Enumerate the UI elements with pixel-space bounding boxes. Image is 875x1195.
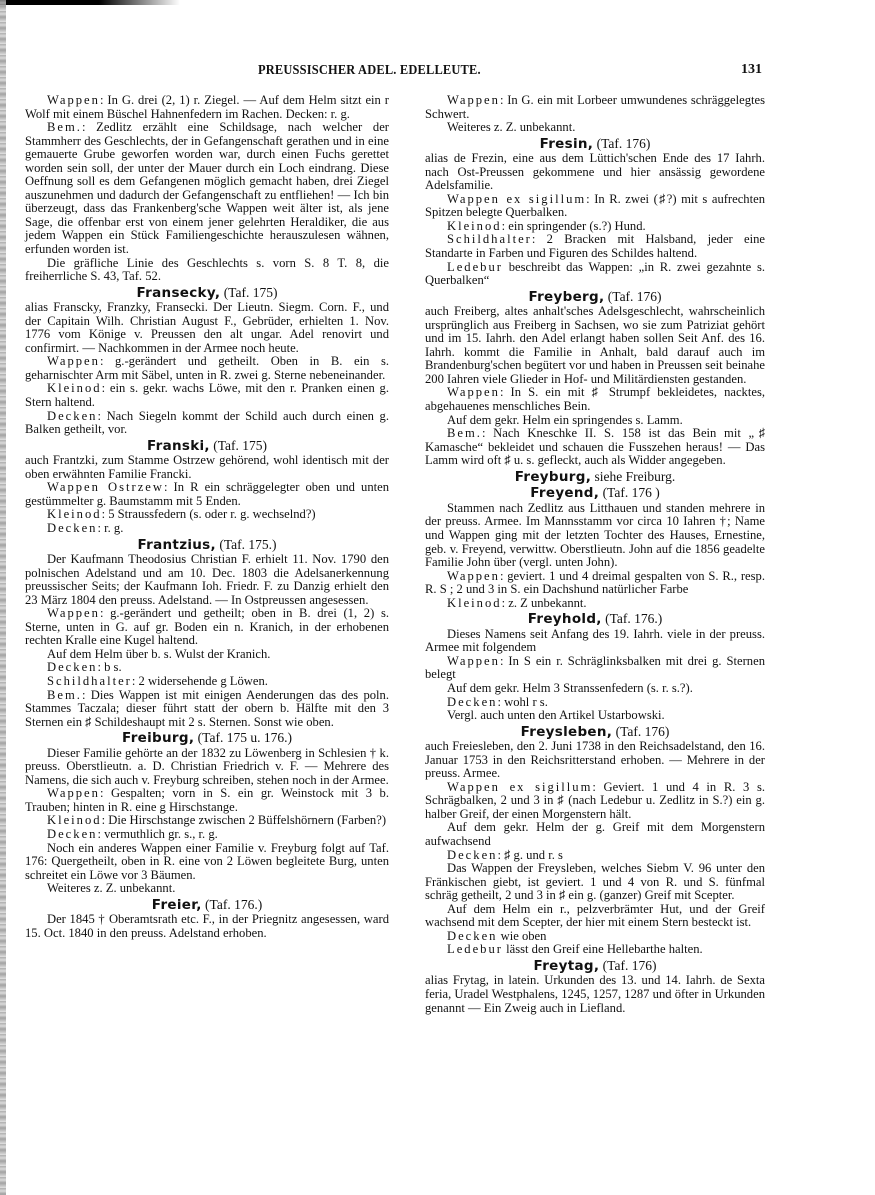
paragraph-text: alias de Frezin, eine aus dem Lüttich'schen Ende des 17 Iahrh. nach Ost-Preussen gekommene und hier ansässig gewordene Adelsfamilie. xyxy=(425,151,765,193)
page-header xyxy=(0,62,875,82)
entry-name: Freyberg, xyxy=(528,288,605,305)
paragraph xyxy=(25,675,389,689)
paragraph-text: Vergl. auch unten den Artikel Ustarbowski. xyxy=(447,708,665,723)
paragraph-text: : r. g. xyxy=(97,520,124,535)
paragraph-text: alias Franscky, Franzky, Fransecki. Der Lieutn. Siegm. Corn. F., und der Capitain Wilh. Christian August F., Gebrüder, erhielten 1. Nov. 1776 vom Könige v. Preussen den alt ungar. Adel renovirt und confirmirt. — Nachkommen in der Armee noch heute. xyxy=(25,300,389,355)
field-label: Wappen xyxy=(447,653,500,668)
entry-heading xyxy=(25,286,389,301)
entry-heading xyxy=(425,486,765,501)
paragraph-text: Der Kaufmann Theodosius Christian F. erhielt 11. Nov. 1790 den polnischen Adelstand und am 10. Dec. 1803 die Adelsanerkennung preussischer Seits; der Kaufmann Ioh. Friedr. F. zu Danzig erhielt den 23 März 1804 den preuss. Adelstand. — In Ostpreussen angesessen. xyxy=(25,552,389,607)
paragraph-text: auch Freiesleben, den 2. Juni 1738 in den Reichsadelstand, den 16. Januar 1753 in den Reichsritterstand erhoben. — Mehrere in der preuss. Armee. xyxy=(425,739,765,781)
paragraph xyxy=(25,121,389,256)
paragraph xyxy=(425,305,765,386)
field-label: Kleinod xyxy=(47,507,102,522)
paragraph-text: : In R. zwei (♯?) mit s aufrechten Spitzen belegte Querbalken. xyxy=(425,191,765,220)
paragraph xyxy=(25,257,389,284)
field-label: Decken xyxy=(447,928,498,943)
entry-name: Frantzius, xyxy=(137,536,216,553)
paragraph xyxy=(25,913,389,940)
paragraph xyxy=(425,682,765,696)
plate-reference: (Taf. 175) xyxy=(220,284,278,300)
field-label: Ledebur xyxy=(447,259,503,274)
paragraph xyxy=(425,414,765,428)
paragraph-text: : In G. drei (2, 1) r. Ziegel. — Auf dem Helm sitzt ein r Wolf mit einem Büschel Hahnenfedern im Rachen. Decken: r. g. xyxy=(25,93,389,121)
paragraph-text: Der 1845 † Oberamtsrath etc. F., in der Priegnitz angesessen, ward 15. Oct. 1840 in den preuss. Adelstand erhoben. xyxy=(25,912,389,940)
paragraph xyxy=(25,689,389,730)
paragraph xyxy=(25,508,389,522)
paragraph-text: Dieses Namens seit Anfang des 19. Iahrh. viele in der preuss. Armee mit folgendem xyxy=(425,626,765,655)
field-label: Bem. xyxy=(47,120,82,135)
paragraph-text: Noch ein anderes Wappen einer Familie v. Freyburg folgt auf Taf. 176: Quergetheilt, oben in R. eine von 2 Löwen begleitete Burg, unten schreitet ein Löwe vor 3 Bäumen. xyxy=(25,840,389,882)
paragraph xyxy=(25,94,389,121)
paragraph-text: Auf dem Helm ein r., pelzverbrämter Hut, und der Greif wachsend mit dem Scepter, der hier mit einem Stern besteckt ist. xyxy=(425,901,765,930)
paragraph-text: : 2 widersehende g Löwen. xyxy=(131,673,268,688)
paragraph xyxy=(425,821,765,848)
paragraph-text: : Gespalten; vorn in S. ein gr. Weinstock mit 3 b. Trauben; hinten in R. eine g Hirschstange. xyxy=(25,786,389,814)
paragraph-text: Weiteres z. Z. unbekannt. xyxy=(447,120,576,135)
paragraph xyxy=(25,522,389,536)
paragraph xyxy=(425,740,765,781)
entry-name: Fresin, xyxy=(539,135,594,152)
paragraph-text: : z. Z unbekannt. xyxy=(501,595,587,610)
paragraph xyxy=(25,481,389,508)
plate-reference: (Taf. 175) xyxy=(209,437,268,453)
field-label: Wappen ex sigillum xyxy=(447,779,593,794)
paragraph-text: Dieser Familie gehörte an der 1832 zu Löwenberg in Schlesien † k. preuss. Oberstlieutn. a. D. Christian Friedrich v. F. — Mehrere des Namens, die sich auch v. Freyburg schreiben, stehen noch in der Armee. xyxy=(25,745,389,787)
entry-name: Franski, xyxy=(146,437,210,454)
paragraph-text: auch Frantzki, zum Stamme Ostrzew gehörend, wohl identisch mit der oben erwähnten Familie Francki. xyxy=(25,453,389,481)
field-label: Bem. xyxy=(447,426,482,441)
field-label: Bem. xyxy=(47,687,82,702)
field-label: Decken xyxy=(47,826,98,841)
field-label: Decken xyxy=(47,520,98,535)
field-label: Decken xyxy=(47,408,98,423)
entry-heading xyxy=(25,731,389,746)
paragraph-text: Auf dem gekr. Helm ein springendes s. Lamm. xyxy=(447,412,683,427)
paragraph xyxy=(425,903,765,930)
entry-heading xyxy=(425,290,765,305)
plate-reference: (Taf. 176) xyxy=(604,288,662,304)
field-label: Wappen xyxy=(447,93,500,107)
plate-reference: siehe Freiburg. xyxy=(591,468,676,484)
paragraph-text: auch Freiberg, altes anhalt'sches Adelsgeschlecht, wahrscheinlich ursprünglich aus Freiberg in Sachsen, wo sie zum Patriziat gehört und im 15. Iahrh. den Adel erlangt haben sollen Seit Anf. des 16. Iahrh. kommt die Familie in Anhalt, bald darauf auch im Brandenburg'schen begütert vor und haben in Preussen seit beinahe 200 Iahren viele Glieder in Hof- und Militärdiensten gestanden. xyxy=(425,304,765,386)
right-column xyxy=(425,94,765,1015)
paragraph xyxy=(25,661,389,675)
entry-heading xyxy=(25,439,389,454)
plate-reference: (Taf. 176.) xyxy=(201,896,263,912)
paragraph-text: Auf dem gekr. Helm 3 Stranssenfedern (s. r. s.?). xyxy=(447,680,693,695)
paragraph xyxy=(425,94,765,121)
paragraph xyxy=(425,709,765,723)
paragraph xyxy=(25,355,389,382)
paragraph xyxy=(425,386,765,413)
paragraph-text: : ♯ g. und r. s xyxy=(497,847,563,862)
entry-name: Freyburg, xyxy=(514,468,592,485)
paragraph xyxy=(25,454,389,481)
paragraph xyxy=(425,655,765,682)
running-title: PREUSSISCHER ADEL. EDELLEUTE. xyxy=(258,62,481,77)
paragraph-text: Auf dem Helm über b. s. Wulst der Kranich. xyxy=(47,646,271,661)
field-label: Schildhalter xyxy=(447,232,532,247)
field-label: Wappen Ostrzew xyxy=(47,480,164,495)
paragraph xyxy=(25,787,389,814)
entry-heading xyxy=(425,137,765,152)
paragraph xyxy=(425,502,765,570)
paragraph-text: : In G. ein mit Lorbeer umwundenes schräggelegtes Schwert. xyxy=(425,93,765,121)
paragraph-text: beschreibt das Wappen: „in R. zwei gezahnte s. Querbalken“ xyxy=(425,259,765,288)
paragraph-text: : Die Hirschstange zwischen 2 Büffelshörnern (Farben?) xyxy=(101,813,387,828)
paragraph-text: Weiteres z. Z. unbekannt. xyxy=(47,881,176,896)
plate-reference: (Taf. 176) xyxy=(612,723,670,739)
paragraph xyxy=(425,628,765,655)
field-label: Wappen xyxy=(47,786,100,801)
paragraph-text: wie oben xyxy=(497,928,547,943)
field-label: Kleinod xyxy=(447,218,502,233)
entry-heading xyxy=(25,538,389,553)
entry-heading xyxy=(425,725,765,740)
paragraph-text: : In S ein r. Schräglinksbalken mit drei g. Sternen belegt xyxy=(425,653,765,682)
field-label: Wappen xyxy=(47,93,100,107)
paragraph xyxy=(425,570,765,597)
paragraph xyxy=(425,261,765,288)
paragraph xyxy=(25,410,389,437)
field-label: Schildhalter xyxy=(47,673,132,688)
paragraph-text: : g.-gerändert und getheilt. Oben in B. ein s. geharnischter Arm mit Säbel, unten in R. zwei g. Sterne nebeneinander. xyxy=(25,354,389,382)
paragraph-text: : g.-gerändert und getheilt; oben in B. drei (1, 2) s. Sterne, unten in G. auf gr. Boden ein n. Kranich, in der erhobenen rechten Kralle eine Kugel haltend. xyxy=(25,606,389,648)
paragraph xyxy=(425,849,765,863)
field-label: Decken xyxy=(447,847,498,862)
paragraph xyxy=(25,747,389,788)
paragraph-text: : ein s. gekr. wachs Löwe, mit den r. Pranken einen g. Stern haltend. xyxy=(25,381,389,410)
paragraph-text: : 5 Straussfedern (s. oder r. g. wechselnd?) xyxy=(101,507,316,522)
entry-name: Freyhold, xyxy=(527,611,602,628)
paragraph xyxy=(425,152,765,193)
field-label: Kleinod xyxy=(47,381,102,396)
entry-name: Freytag, xyxy=(533,957,600,974)
paragraph xyxy=(425,930,765,944)
paragraph-text: alias Frytag, in latein. Urkunden des 13. und 14. Iahrh. de Sexta feria, Uradel Westphalens, 1245, 1257, 1287 und öfter in Urkunden genannt — Ein Zweig auch in Liefland. xyxy=(425,973,765,1015)
plate-reference: (Taf. 175.) xyxy=(215,536,277,552)
entry-name: Fransecky, xyxy=(136,284,221,301)
paragraph-text: : In R ein schräggelegter oben und unten gestümmelter g. Baumstamm mit 5 Enden. xyxy=(25,480,389,508)
paragraph xyxy=(25,842,389,883)
paragraph xyxy=(425,220,765,234)
paragraph xyxy=(425,121,765,135)
paragraph-text: : wohl r s. xyxy=(497,694,548,709)
paragraph-text: : b s. xyxy=(97,660,122,675)
paragraph xyxy=(25,828,389,842)
paragraph-text: : Dies Wappen ist mit einigen Aenderungen das des poln. Stammes Taczala; dieser führt statt der obern b. Hälfte mit den 3 Sternen ein ♯ Schildeshaupt mit 2 s. Sternen. Sonst wie oben. xyxy=(25,687,389,729)
field-label: Decken xyxy=(47,660,98,675)
paragraph xyxy=(25,882,389,896)
paragraph xyxy=(425,781,765,822)
paragraph-text: : Nach Kneschke II. S. 158 ist das Bein mit „♯ Kamasche“ bekleidet und schauen die Fusszehen heraus! — Das Lamm wird oft ♯ u. s. gefleckt, auch als Widder angegeben. xyxy=(425,426,765,468)
field-label: Ledebur xyxy=(447,942,503,957)
paragraph xyxy=(25,648,389,662)
left-column xyxy=(25,94,389,940)
plate-reference: (Taf. 176) xyxy=(599,957,657,973)
paragraph-text: : ein springender (s.?) Hund. xyxy=(501,218,646,233)
paragraph-text: : Geviert. 1 und 4 in R. 3 s. Schrägbalken, 2 und 3 in ♯ (nach Ledebur u. Zedlitz in S.?) ein g. halber Greif, der einen Morgenstern hält. xyxy=(425,779,766,821)
paragraph-text: : geviert. 1 und 4 dreimal gespalten von S. R., resp. R. S ; 2 und 3 in S. ein Dachshund natürlicher Farbe xyxy=(425,568,765,597)
paragraph xyxy=(425,193,765,220)
entry-name: Freiburg, xyxy=(122,730,195,747)
plate-reference: (Taf. 176 ) xyxy=(599,485,660,501)
paragraph xyxy=(425,696,765,710)
paragraph xyxy=(425,862,765,903)
entry-name: Freyend, xyxy=(530,485,600,502)
paragraph-text: Die gräfliche Linie des Geschlechts s. vorn S. 8 T. 8, die freiherrliche S. 43, Taf. 52. xyxy=(25,255,389,284)
paragraph-text: Das Wappen der Freysleben, welches Siebm V. 96 unter den Fränkischen giebt, ist geviert. 1 und 4 von R. und S. fünfmal schräg getheilt, 2 und 3 in ♯ ein g. (ganzer) Greif mit Scepter. xyxy=(425,861,765,903)
paragraph-text: : Nach Siegeln kommt der Schild auch durch einen g. Balken getheilt, vor. xyxy=(25,408,389,437)
plate-reference: (Taf. 176.) xyxy=(601,611,663,627)
field-label: Kleinod xyxy=(47,813,102,828)
entry-heading xyxy=(425,470,765,485)
paragraph-text: Auf dem gekr. Helm der g. Greif mit dem Morgenstern aufwachsend xyxy=(425,820,765,848)
paragraph-text: : vermuthlich gr. s., r. g. xyxy=(97,826,218,841)
entry-heading xyxy=(425,959,765,974)
entry-heading xyxy=(25,898,389,913)
paragraph-text: lässt den Greif eine Hellebarthe halten. xyxy=(502,942,703,957)
field-label: Wappen xyxy=(47,606,100,621)
paragraph xyxy=(25,814,389,828)
paragraph xyxy=(425,943,765,957)
paragraph xyxy=(25,553,389,607)
paragraph xyxy=(25,607,389,648)
field-label: Wappen xyxy=(447,568,500,583)
field-label: Kleinod xyxy=(447,595,502,610)
scan-left-edge xyxy=(0,0,6,1195)
paragraph-text: Stammen nach Zedlitz aus Litthauen und standen mehrere in der preuss. Armee. Im Mannsstamm vor circa 10 Iahren †; Name und Wappen ging mit der letzten Tochter des Hauses, Ernestine, geb. v. Freyend, verwittw. Oberstlieutn. John auf die 1856 geadelte Familie John über (vergl. unten John). xyxy=(425,500,765,570)
entry-name: Freier, xyxy=(151,896,202,913)
field-label: Wappen xyxy=(47,354,100,369)
page-number: 131 xyxy=(741,62,762,77)
field-label: Wappen ex sigillum xyxy=(447,191,587,206)
field-label: Decken xyxy=(447,694,498,709)
paragraph-text: : Zedlitz erzählt eine Schildsage, nach welcher der Stammherr des Geschlechts, der in Gefangenschaft gerathen und in eine gemauerte Grube geworfen worden war, durch einen Fuchs gerettet worden sein soll, der unter der Mauer durch ein Loch eindrang. Diese Oeffnung soll es dem Gefangenen möglich gemacht haben, drei Ziegel auszunehmen und dadurch der Gefangenschaft zu entfliehen! — Ich bin überzeugt, dass das Frankenberg'sche Wappen weit älter ist, als jene Sage, die offenbar erst von einem jener gelehrten Heraldiker, die aus jedem Wappen ein Stück Familiengeschichte herauszulesen wähnen, erfunden worden ist. xyxy=(25,120,389,257)
scan-top-shadow xyxy=(0,0,180,5)
paragraph xyxy=(425,974,765,1015)
plate-reference: (Taf. 176) xyxy=(593,135,651,151)
entry-name: Freysleben, xyxy=(520,723,613,740)
plate-reference: (Taf. 175 u. 176.) xyxy=(194,730,292,746)
paragraph xyxy=(25,301,389,355)
field-label: Wappen xyxy=(447,385,500,400)
paragraph-text: : 2 Bracken mit Halsband, jeder eine Standarte in Farben und Figuren des Schildes haltend. xyxy=(425,232,765,261)
paragraph xyxy=(425,597,765,611)
paragraph-text: : In S. ein mit ♯ Strumpf bekleidetes, nacktes, abgehauenes menschliches Bein. xyxy=(425,385,765,414)
paragraph xyxy=(25,382,389,409)
paragraph xyxy=(425,427,765,468)
paragraph xyxy=(425,233,765,260)
entry-heading xyxy=(425,612,765,627)
